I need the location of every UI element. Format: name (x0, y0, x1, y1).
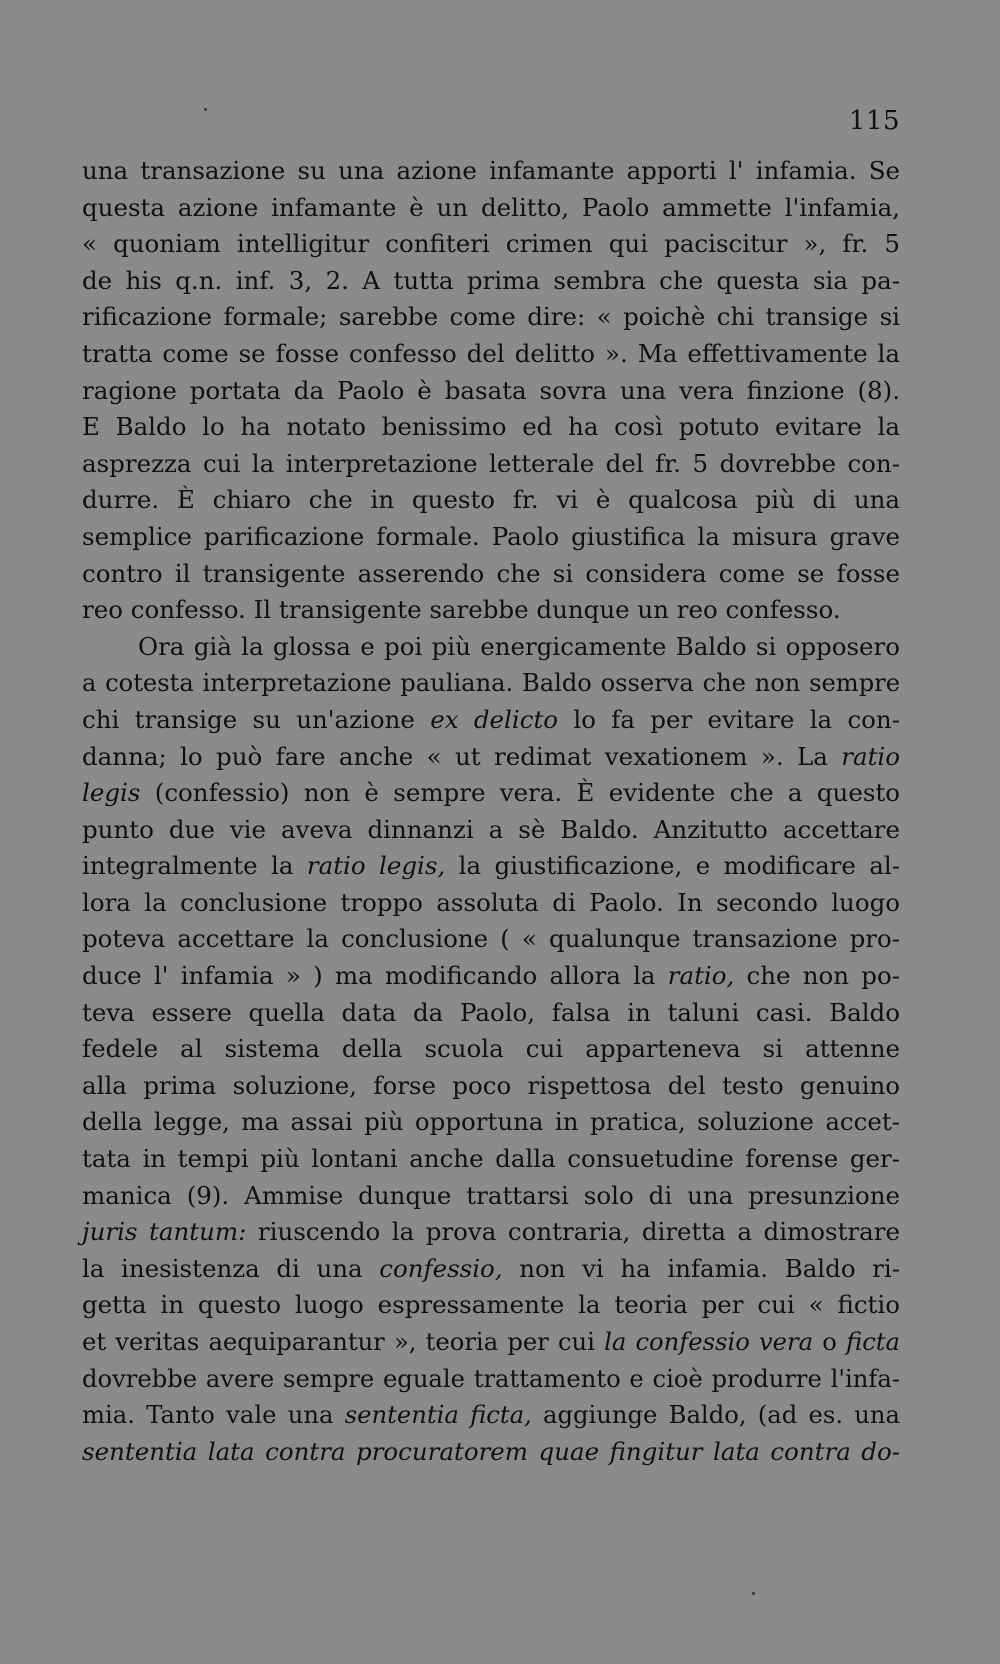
text-segment: riuscendo la prova contraria, diretta a dimostrare (246, 1217, 900, 1247)
text-segment: aggiunge Baldo, (ad es. una (531, 1400, 900, 1430)
text-line (82, 519, 900, 556)
text-line (82, 336, 900, 373)
text-line (82, 995, 900, 1032)
text-segment: de his q.n. inf. 3, 2. A tutta prima sembra che questa sia pa- (82, 265, 900, 295)
text-segment: « quoniam intelligitur confiteri crimen qui paciscitur », fr. 5 (82, 229, 900, 259)
text-segment: non vi ha infamia. Baldo ri- (502, 1253, 900, 1283)
text-line (82, 1214, 900, 1251)
text-segment: Ora già la glossa e poi più energicamente Baldo si opposero (138, 631, 900, 661)
text-segment: lora la conclusione troppo assoluta di Paolo. In secondo luogo (82, 887, 900, 917)
text-line (82, 848, 900, 885)
text-line (82, 885, 900, 922)
text-line (82, 299, 900, 336)
text-line (82, 1104, 900, 1141)
text-segment: tata in tempi più lontani anche dalla consuetudine forense ger- (82, 1144, 900, 1174)
text-line (82, 1324, 900, 1361)
italic-text: ratio (841, 741, 900, 771)
text-segment: punto due vie aveva dinnanzi a sè Baldo. Anzitutto accettare (82, 814, 900, 844)
text-line (82, 739, 900, 776)
italic-text: la confessio vera (604, 1327, 814, 1356)
text-segment: poteva accettare la conclusione ( « qualunque transazione pro- (82, 924, 900, 954)
text-segment: una transazione su una azione infamante apporti l' infamia. Se (82, 156, 900, 185)
text-line (82, 702, 900, 739)
text-line (82, 1141, 900, 1178)
text-line (82, 373, 900, 410)
text-line (82, 1397, 900, 1434)
text-line (82, 629, 900, 666)
text-segment: (confessio) non è sempre vera. È evidente che a questo (140, 778, 900, 808)
text-segment: questa azione infamante è un delitto, Paolo ammette l'infamia, (82, 192, 900, 222)
text-segment: o (813, 1327, 847, 1356)
italic-text: juris tantum: (82, 1217, 247, 1247)
text-segment: getta in questo luogo espressamente la teoria per cui « fictio (82, 1290, 900, 1320)
text-line (82, 153, 900, 190)
text-line (82, 592, 900, 629)
text-segment: semplice parificazione formale. Paolo giustifica la misura grave (82, 521, 900, 551)
text-line (82, 190, 900, 227)
page-number: 115 (848, 106, 900, 136)
text-segment: teva essere quella data da Paolo, falsa in taluni casi. Baldo (82, 997, 900, 1027)
text-line (82, 1031, 900, 1068)
scan-speck (204, 108, 207, 111)
text-segment: E Baldo lo ha notato benissimo ed ha così potuto evitare la (82, 412, 900, 442)
italic-text: sententia lata contra procuratorem quae fingitur lata contra do- (82, 1436, 900, 1466)
italic-text: legis (82, 778, 141, 808)
text-line (82, 1287, 900, 1324)
body-text (82, 153, 900, 1470)
italic-text: ratio legis, (306, 851, 446, 881)
text-line (82, 446, 900, 483)
text-line (82, 263, 900, 300)
text-segment: chi transige su un'azione (82, 704, 431, 734)
text-segment: asprezza cui la interpretazione letterale del fr. 5 dovrebbe con- (82, 448, 900, 478)
text-segment: reo confesso. Il transigente sarebbe dunque un reo confesso. (82, 595, 841, 625)
italic-text: ex delicto (430, 704, 559, 734)
text-segment: manica (9). Ammise dunque trattarsi solo di una presunzione (82, 1180, 900, 1210)
text-segment: durre. È chiaro che in questo fr. vi è qualcosa più di una (82, 485, 900, 515)
text-line (82, 409, 900, 446)
text-segment: della legge, ma assai più opportuna in pratica, soluzione accet- (82, 1107, 900, 1137)
text-line (82, 556, 900, 593)
text-line (82, 665, 900, 702)
text-segment: duce l' infamia » ) ma modificando allora la (82, 961, 668, 991)
text-line (82, 775, 900, 812)
text-segment: rificazione formale; sarebbe come dire: « poichè chi transige si (82, 302, 900, 332)
text-segment: et veritas aequiparantur », teoria per cui (82, 1327, 605, 1356)
text-line (82, 226, 900, 263)
italic-text: sententia ficta, (344, 1400, 532, 1430)
text-segment: a cotesta interpretazione pauliana. Baldo osserva che non sempre (82, 669, 900, 698)
text-segment: tratta come se fosse confesso del delitto ». Ma effettivamente la (82, 338, 900, 368)
text-segment: contro il transigente asserendo che si considera come se fosse (82, 558, 900, 588)
text-line (82, 1178, 900, 1215)
scan-speck (752, 1592, 755, 1595)
text-line (82, 958, 900, 995)
text-segment: dovrebbe avere sempre eguale trattamento e cioè produrre l'infa- (82, 1363, 900, 1393)
italic-text: confessio, (379, 1253, 503, 1283)
text-line (82, 921, 900, 958)
italic-text: ficta (846, 1327, 900, 1356)
italic-text: ratio, (667, 961, 735, 991)
text-segment: che non po- (734, 961, 900, 991)
text-line (82, 482, 900, 519)
text-segment: la inesistenza di una (82, 1253, 380, 1283)
text-segment: mia. Tanto vale una (82, 1400, 345, 1430)
text-line (82, 812, 900, 849)
text-segment: fedele al sistema della scuola cui apparteneva si attenne (82, 1034, 900, 1064)
text-line (82, 1434, 900, 1471)
text-segment: la giustificazione, e modificare al- (445, 851, 900, 881)
text-segment: ragione portata da Paolo è basata sovra una vera finzione (8). (82, 375, 900, 405)
text-line (82, 1361, 900, 1398)
text-segment: lo fa per evitare la con- (558, 704, 900, 734)
text-segment: danna; lo può fare anche « ut redimat vexationem ». La (82, 741, 842, 771)
text-line (82, 1068, 900, 1105)
text-segment: alla prima soluzione, forse poco rispettosa del testo genuino (82, 1070, 900, 1100)
text-line (82, 1251, 900, 1288)
text-segment: integralmente la (82, 851, 307, 881)
